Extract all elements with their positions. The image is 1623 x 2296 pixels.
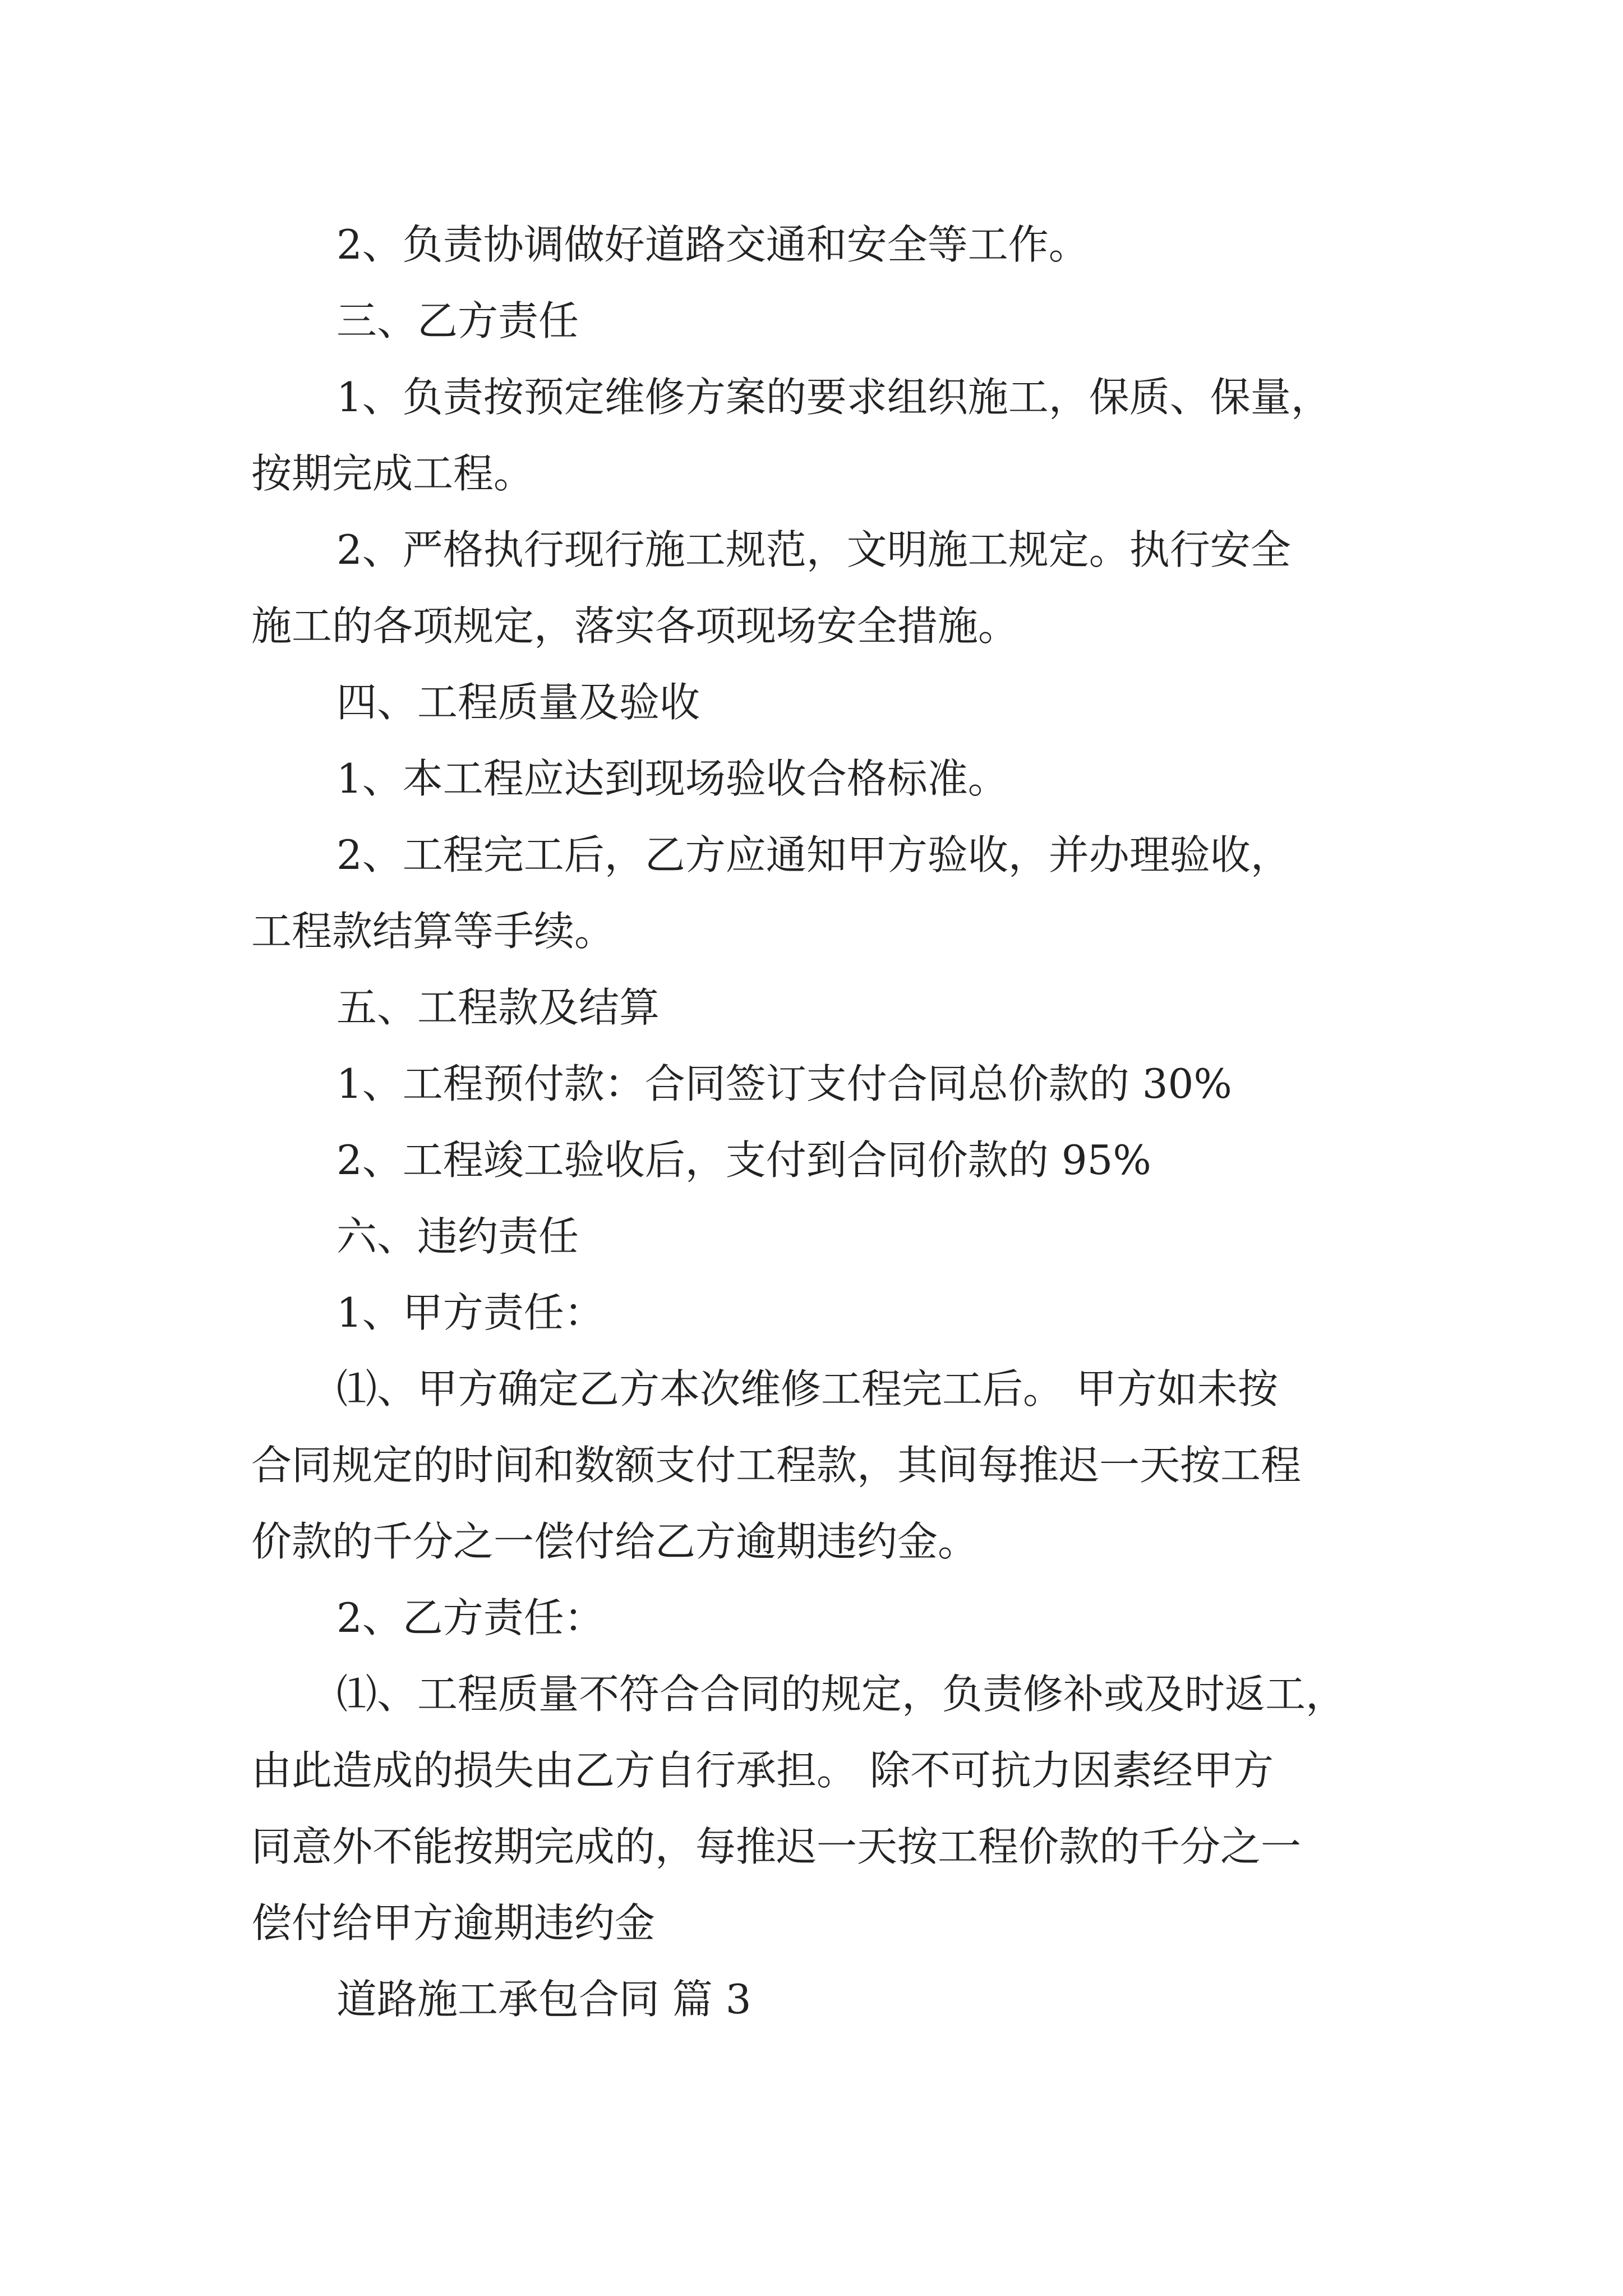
paragraph-line: 1、工程预付款：合同签订支付合同总价款的 30% xyxy=(336,1060,1232,1107)
document-title-line: 道路施工承包合同 篇 3 xyxy=(336,1976,751,2023)
paragraph-line: 2、乙方责任： xyxy=(336,1594,605,1641)
paragraph-line: 1、本工程应达到现场验收合格标准。 xyxy=(336,755,1008,802)
paragraph-line: 1、甲方责任： xyxy=(336,1289,605,1336)
paragraph-line: 2、工程完工后，乙方应通知甲方验收，并办理验收， xyxy=(336,831,1291,878)
paragraph-line: 合同规定的时间和数额支付工程款，其间每推迟一天按工程 xyxy=(251,1442,1302,1489)
paragraph-line: 2、严格执行现行施工规范，文明施工规定。执行安全 xyxy=(336,526,1291,573)
paragraph-line: ⑴、甲方确定乙方本次维修工程完工后。 甲方如未按 xyxy=(336,1365,1278,1412)
paragraph-line: 2、工程竣工验收后，支付到合同价款的 95% xyxy=(336,1137,1151,1184)
paragraph-line: 工程款结算等手续。 xyxy=(251,908,615,955)
section-heading: 四、工程质量及验收 xyxy=(336,679,700,726)
section-heading: 五、工程款及结算 xyxy=(336,984,660,1031)
paragraph-line: 价款的千分之一偿付给乙方逾期违约金。 xyxy=(251,1518,979,1565)
paragraph-line: 同意外不能按期完成的，每推迟一天按工程价款的千分之一 xyxy=(251,1823,1302,1870)
paragraph-line: 偿付给甲方逾期违约金 xyxy=(251,1899,656,1947)
section-heading: 六、违约责任 xyxy=(336,1213,579,1260)
paragraph-line: 1、负责按预定维修方案的要求组织施工，保质、保量， xyxy=(336,374,1331,421)
section-heading: 三、乙方责任 xyxy=(336,297,579,344)
paragraph-line: 2、负责协调做好道路交通和安全等工作。 xyxy=(336,221,1089,268)
paragraph-line: ⑴、工程质量不符合合同的规定，负责修补或及时返工， xyxy=(336,1671,1347,1718)
paragraph-line: 由此造成的损失由乙方自行承担。 除不可抗力因素经甲方 xyxy=(251,1747,1274,1794)
paragraph-line: 按期完成工程。 xyxy=(251,450,534,497)
paragraph-line: 施工的各项规定，落实各项现场安全措施。 xyxy=(251,602,1019,650)
